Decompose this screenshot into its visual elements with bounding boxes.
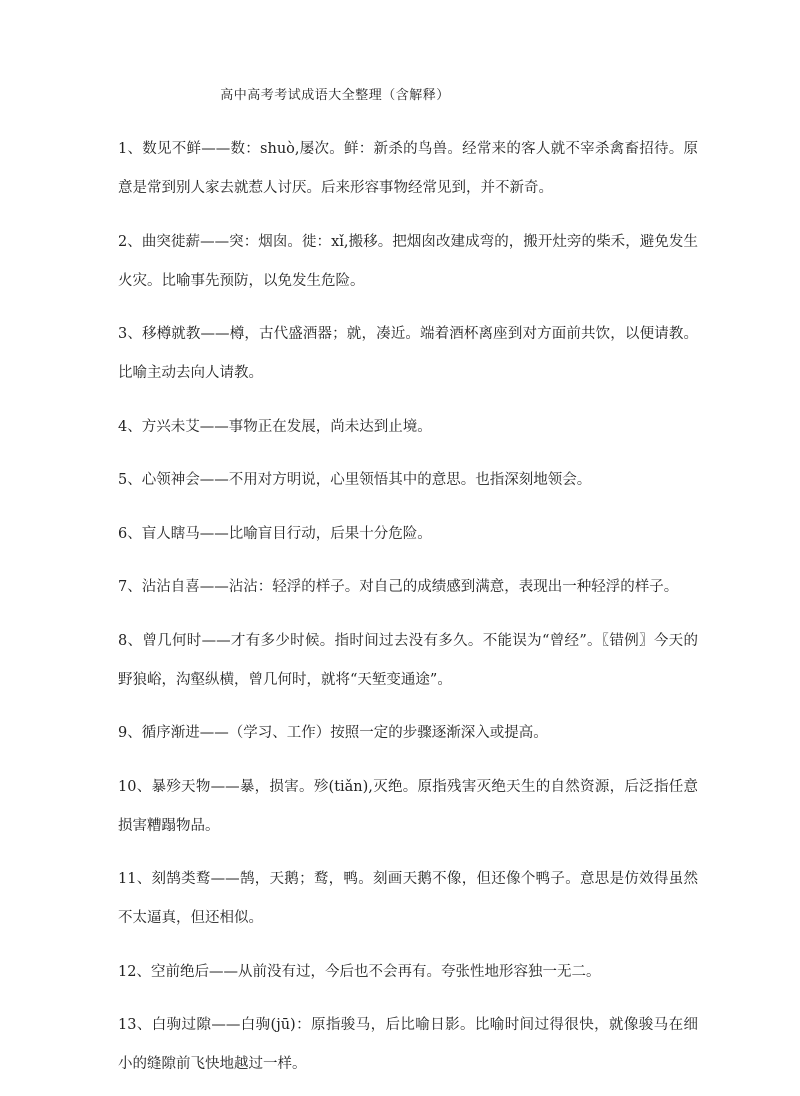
idiom-list [118,130,698,1096]
idiom-entry-10: 10、暴殄天物——暴，损害。殄(tiǎn),灭绝。原指残害灭绝天生的自然资源，后泛指任意损害糟蹋物品。 [118,778,698,834]
idiom-entry-3: 3、移樽就教——樽，古代盛酒器；就，凑近。端着酒杯离座到对方面前共饮，以便请教。比喻主动去向人请教。 [118,326,698,381]
idiom-entry-6: 6、盲人瞎马——比喻盲目行动，后果十分危险。 [118,525,432,542]
document-title: 高中高考考试成语大全整理（含解释） [220,88,450,103]
idiom-entry-2: 2、曲突徙薪——突：烟囱。徙：xǐ,搬移。把烟囱改建成弯的，搬开灶旁的柴禾，避免发生火灾。比喻事先预防，以免发生危险。 [118,233,698,289]
idiom-entry-7: 7、沾沾自喜——沾沾：轻浮的样子。对自己的成绩感到满意，表现出一种轻浮的样子。 [118,579,679,595]
idiom-entry-1: 1、数见不鲜——数：shuò,屡次。鲜：新杀的鸟兽。经常来的客人就不宰杀禽畜招待。原意是常到别人家去就惹人讨厌。后来形容事物经常见到，并不新奇。 [118,141,698,196]
idiom-entry-13: 13、白驹过隙——白驹(jū)：原指骏马，后比喻日影。比喻时间过得很快，就像骏马在细小的缝隙前飞快地越过一样。 [118,1017,698,1072]
idiom-entry-5: 5、心领神会——不用对方明说，心里领悟其中的意思。也指深刻地领会。 [118,472,592,488]
idiom-entry-9: 9、循序渐进——（学习、工作）按照一定的步骤逐渐深入或提高。 [118,725,548,741]
idiom-entry-12: 12、空前绝后——从前没有过，今后也不会再有。夸张性地形容独一无二。 [118,963,601,980]
idiom-entry-8: 8、曾几何时——才有多少时候。指时间过去没有多久。不能误为“曾经”。〖错例〗今天的野狼峪，沟壑纵横，曾几何时，就将“天堑变通途”。 [118,632,698,688]
idiom-entry-11: 11、刻鹄类鹜——鹄，天鹅；鹜，鸭。刻画天鹅不像，但还像个鸭子。意思是仿效得虽然不太逼真，但还相似。 [118,871,698,926]
idiom-entry-4: 4、方兴未艾——事物正在发展，尚未达到止境。 [118,418,432,435]
